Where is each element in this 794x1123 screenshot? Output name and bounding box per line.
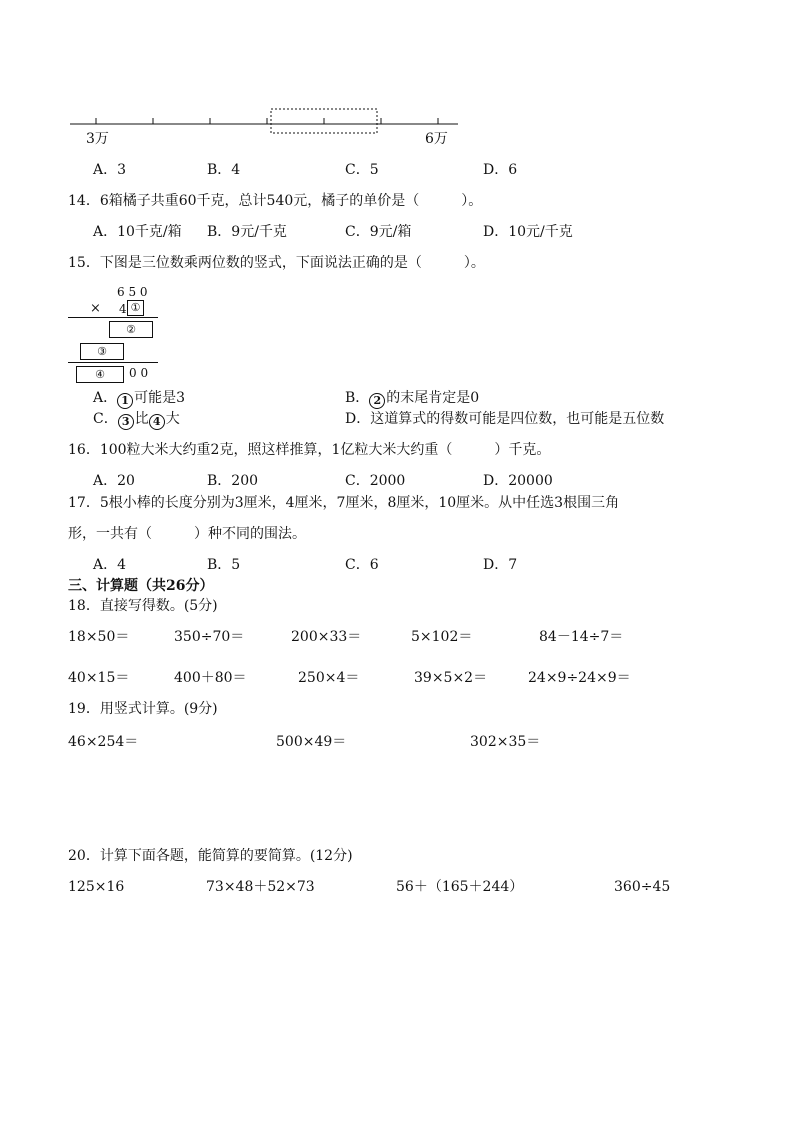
q18-row2-item-5: 24×9÷24×9＝: [528, 670, 631, 686]
q19-item-1: 46×254＝: [68, 734, 139, 750]
q15-option-c: [93, 410, 180, 430]
q17-option-b: B．5: [207, 557, 241, 573]
q14-option-c: C．9元/箱: [345, 224, 412, 240]
q20-stem: 20．计算下面各题，能简算的要简算。(12分): [68, 848, 353, 864]
section-3-heading: 三、计算题（共26分）: [68, 578, 214, 594]
circle-3-icon: 3: [118, 414, 134, 430]
vertical-box-2: ②: [109, 321, 153, 338]
q15-option-c-text: 大: [165, 411, 180, 427]
q16-stem: 16．100粒大米大约重2克，照这样推算，1亿粒大米大约重（ ）千克。: [68, 442, 551, 458]
circle-2-icon: 2: [369, 393, 385, 409]
vertical-line-2: [68, 362, 158, 363]
q16-option-c: C．2000: [345, 473, 406, 489]
q15-option-d-letter: D．: [345, 411, 371, 427]
q15-option-a: [93, 389, 185, 409]
q15-option-d: [345, 410, 664, 428]
q17-option-d: D．7: [483, 557, 518, 573]
vertical-box-3: ③: [80, 343, 124, 360]
q18-row2-item-4: 39×5×2＝: [414, 670, 488, 686]
vertical-line-1: [68, 317, 158, 318]
q17-stem-line-1: 17．5根小棒的长度分别为3厘米，4厘米，7厘米，8厘米，10厘米。从中任选3根围三角: [68, 495, 620, 511]
q18-row2-item-3: 250×4＝: [298, 670, 360, 686]
q20-item-4: 360÷45: [614, 879, 671, 895]
q19-item-3: 302×35＝: [470, 734, 541, 750]
q16-option-d: D．20000: [483, 473, 553, 489]
vertical-multiplier-digit: 4: [119, 302, 127, 316]
circle-4-icon: 4: [149, 414, 165, 430]
vertical-times-sign: ×: [90, 301, 101, 316]
q18-stem: 18．直接写得数。(5分): [68, 598, 218, 614]
q15-option-c-mid: 比: [134, 411, 149, 427]
q14-option-a: A．10千克/箱: [93, 224, 182, 240]
vertical-box-4: ④: [76, 366, 124, 383]
q14-option-d: D．10元/千克: [483, 224, 573, 240]
number-line-right-label: 6万: [425, 131, 448, 147]
q15-option-a-letter: A．: [93, 390, 118, 406]
q14-stem: 14．6箱橘子共重60千克，总计540元，橘子的单价是（ ）。: [68, 193, 483, 209]
q17-option-a: A．4: [93, 557, 127, 573]
q18-row2-item-1: 40×15＝: [68, 670, 130, 686]
vertical-result-tail: 0 0: [129, 366, 149, 380]
q15-option-b: [345, 389, 479, 409]
q18-row1-item-1: 18×50＝: [68, 629, 130, 645]
number-line-left-label: 3万: [86, 131, 109, 147]
q16-option-a: A．20: [93, 473, 135, 489]
q20-item-1: 125×16: [68, 879, 125, 895]
q18-row2-item-2: 400＋80＝: [174, 670, 247, 686]
q18-row1-item-2: 350÷70＝: [174, 629, 245, 645]
q19-stem: 19．用竖式计算。(9分): [68, 701, 218, 717]
q15-option-b-letter: B．: [345, 390, 370, 406]
q13-option-b: B．4: [207, 162, 241, 178]
q17-stem-line-2: 形，一共有（ ）种不同的围法。: [68, 526, 306, 542]
vertical-top-number: 6 5 0: [117, 285, 148, 299]
q17-option-c: C．6: [345, 557, 379, 573]
q16-option-b: B．200: [207, 473, 259, 489]
q13-option-c: C．5: [345, 162, 379, 178]
q14-option-b: B．9元/千克: [207, 224, 287, 240]
q18-row1-item-4: 5×102＝: [411, 629, 473, 645]
q15-option-c-letter: C．: [93, 411, 118, 427]
vertical-box-1: ①: [127, 300, 144, 316]
q13-option-d: D．6: [483, 162, 518, 178]
q20-item-2: 73×48＋52×73: [206, 879, 315, 895]
number-line: [60, 100, 480, 160]
q13-option-a: A．3: [93, 162, 127, 178]
q15-option-d-text: 这道算式的得数可能是四位数，也可能是五位数: [370, 411, 665, 427]
q15-option-b-text: 的末尾肯定是0: [386, 390, 480, 406]
q15-stem: 15．下图是三位数乘两位数的竖式，下面说法正确的是（ ）。: [68, 255, 485, 271]
q19-item-2: 500×49＝: [276, 734, 347, 750]
q20-item-3: 56＋（165＋244）: [396, 879, 524, 895]
circle-1-icon: 1: [117, 393, 133, 409]
q15-option-a-text: 可能是3: [134, 390, 186, 406]
q18-row1-item-3: 200×33＝: [291, 629, 362, 645]
q18-row1-item-5: 84－14÷7＝: [539, 629, 624, 645]
